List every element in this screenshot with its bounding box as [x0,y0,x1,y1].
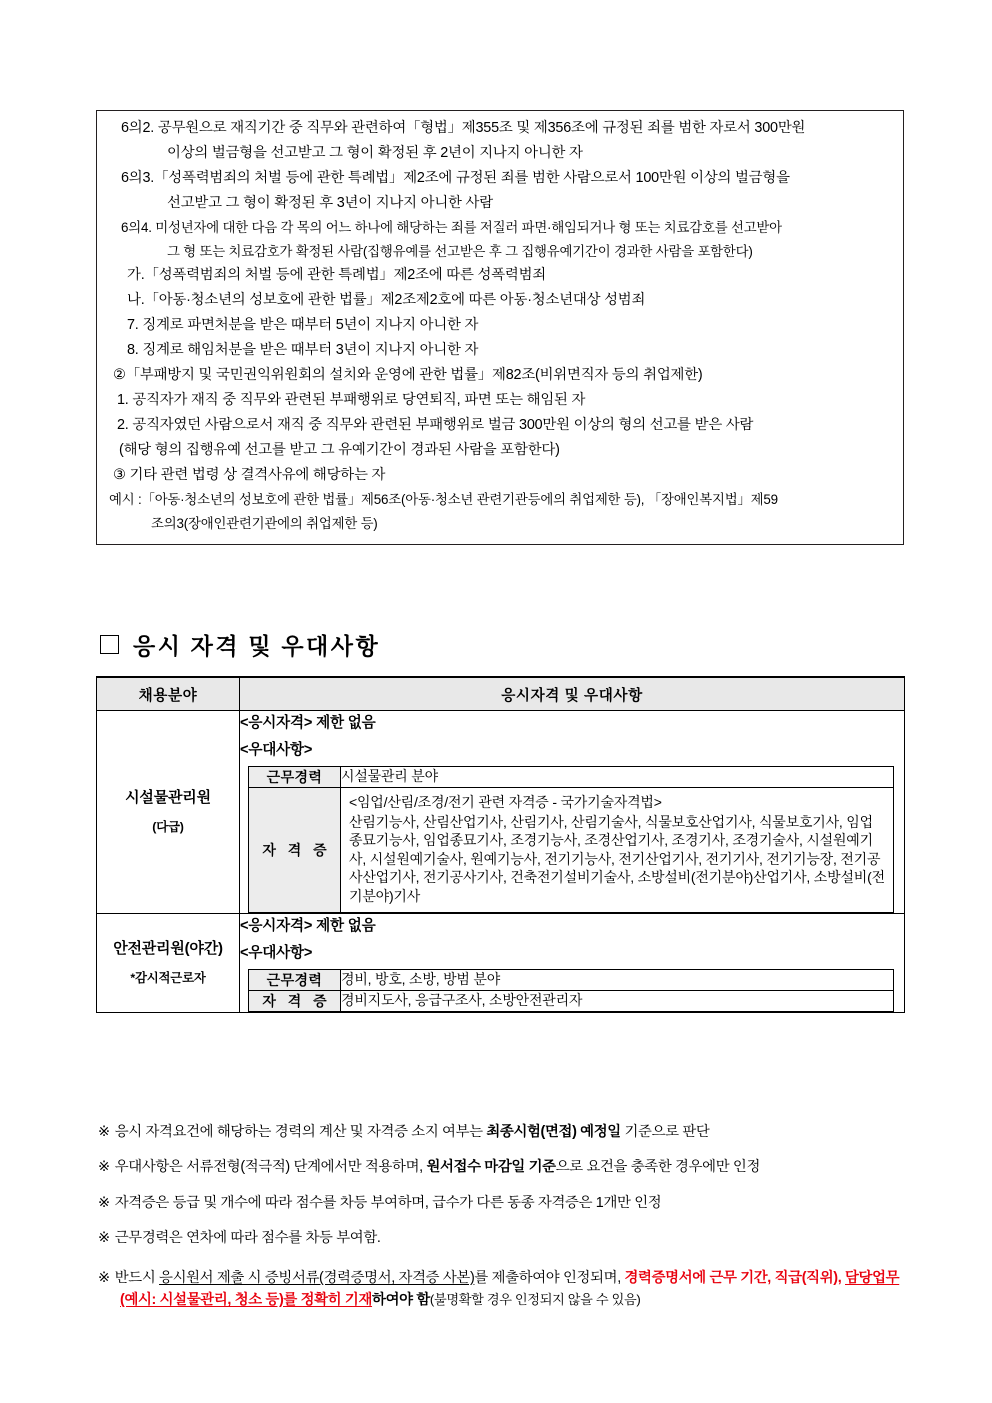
note-text-part: 를 제출하여야 인정되며, [474,1269,625,1286]
note-text-bold: 하여야 함 [372,1291,430,1308]
note-text-part: 우대사항은 서류전형(적극적) 단계에서만 적용하며, [114,1159,427,1176]
preference-label-certificate: 자 격 증 [249,990,341,1011]
dq-line: ②「부패방지 및 국민권익위원회의 설치와 운영에 관한 법률」제82조(비위면직자 등의 취업제한) [113,367,703,384]
note-marker-icon: ※ [98,1159,110,1176]
table-row [97,711,905,914]
note-item [98,1196,910,1210]
dq-line: 6의3.「성폭력범죄의 처벌 등에 관한 특례법」제2조에 규정된 죄를 범한 사람으로서 100만원 이상의 벌금형을 [121,169,790,186]
field-name-cell [97,711,240,914]
qualification-table [96,676,905,1013]
preference-value-certificate [341,788,894,913]
preference-label: <우대사항> [240,944,313,961]
table-header-row [97,677,905,711]
dq-line: 그 형 또는 치료감호가 확정된 사람(집행유예를 선고받은 후 그 집행유예기간이 경과한 사람을 포함한다) [167,243,753,259]
note-text-part: 근무경력은 연차에 따라 점수를 차등 부여함. [114,1230,381,1247]
dq-line: 7. 징계로 파면처분을 받은 때부터 5년이 지나지 아니한 자 [127,317,479,334]
notes-list [98,1125,910,1311]
dq-line: 2. 공직자였던 사람으로서 재직 중 직무와 관련된 부패행위로 벌금 300만원 이상의 형의 선고를 받은 사람 [117,416,754,433]
column-header-field: 채용분야 [97,677,240,711]
certificate-category: <임업/산림/조경/전기 관련 자격증 - 국가기술자격법> [349,794,662,810]
eligibility-line [240,914,904,935]
note-text-part: 최종시험(면접) 예정일 [486,1124,621,1140]
eligibility-line [240,711,904,732]
dq-line: 선고받고 그 형이 확정된 후 3년이 지나지 아니한 사람 [167,194,493,211]
field-name-cell [97,913,240,1012]
dq-line: 나.「아동·청소년의 성보호에 관한 법률」제2조제2호에 따른 아동·청소년대상 성범죄 [127,292,646,309]
dq-line: 이상의 벌금형을 선고받고 그 형이 확정된 후 2년이 지나지 아니한 자 [167,144,583,161]
dq-line: 가.「성폭력범죄의 처벌 등에 관한 특례법」제2조에 따른 성폭력범죄 [127,267,547,284]
dq-line: (해당 형의 집행유예 선고를 받고 그 유예기간이 경과된 사람을 포함한다) [119,441,560,458]
note-text-part: 으로 요건을 충족한 경우에만 인정 [555,1159,761,1176]
note-marker-icon: ※ [98,1230,110,1247]
note-item-emphasis [98,1267,910,1312]
preference-value-certificate: 경비지도사, 응급구조사, 소방안전관리자 [341,990,894,1011]
note-text-red: 경력증명서에 근무 기간, 직급(직위), [624,1269,845,1286]
note-text-part: 기준으로 판단 [620,1124,710,1140]
preference-detail-table [248,969,894,1012]
eligibility-label: <응시자격> [240,715,313,731]
preference-detail-table [248,766,894,913]
field-name: 안전관리원(야간) [113,939,223,957]
note-marker-icon: ※ [98,1194,110,1211]
note-item [98,1231,910,1245]
note-text-small: (불명확할 경우 인정되지 않을 수 있음) [429,1291,641,1307]
preference-label-certificate: 자 격 증 [249,788,341,913]
note-text-red-underline: 담당업무(예시: 시설물관리, 청소 등)를 정확히 기재 [120,1269,900,1308]
note-text-underline: 응시원서 제출 시 증빙서류(경력증명서, 자격증 사본) [159,1269,475,1286]
qualification-content-cell [240,913,905,1012]
qualification-content-cell [240,711,905,914]
square-marker-icon [100,635,119,654]
eligibility-value: 제한 없음 [316,715,376,731]
dq-line: ③ 기타 관련 법령 상 결격사유에 해당하는 자 [113,466,386,483]
note-marker-icon: ※ [98,1269,110,1286]
preference-row [249,788,894,913]
field-name: 시설물관리원 [125,788,211,806]
dq-line: 6의2. 공무원으로 재직기간 중 직무와 관련하여「형법」제355조 및 제356조에 규정된 죄를 범한 자로서 300만원 [121,120,806,136]
dq-line: 6의4. 미성년자에 대한 다음 각 목의 어느 하나에 해당하는 죄를 저질러 파면·해임되거나 형 또는 치료감호를 선고받아 [121,219,782,235]
preference-row [249,990,894,1011]
disqualification-criteria-box [96,110,904,545]
column-header-qualification: 응시자격 및 우대사항 [240,677,905,711]
field-note: *감시적근로자 [130,970,206,985]
dq-line: 조의3(장애인관련기관에의 취업제한 등) [151,515,378,531]
note-text-part: 자격증은 등급 및 개수에 따라 점수를 차등 부여하며, 급수가 다른 동종 자격증은 1개만 인정 [114,1194,662,1211]
dq-line: 1. 공직자가 재직 중 직무와 관련된 부패행위로 당연퇴직, 파면 또는 해임된 자 [117,391,586,408]
field-grade: (다급) [152,820,184,835]
dq-line: 예시 :「아동·청소년의 성보호에 관한 법률」제56조(아동·청소년 관련기관등에의 취업제한 등), 「장애인복지법」제59 [109,491,778,507]
preference-label: <우대사항> [240,742,313,758]
eligibility-label: <응시자격> [240,917,313,934]
preference-value-experience: 시설물관리 분야 [341,767,894,788]
dq-line: 8. 징계로 해임처분을 받은 때부터 3년이 지나지 아니한 자 [127,342,479,359]
note-item [98,1160,910,1174]
note-text-part: 반드시 [114,1269,160,1286]
section-title: 응시 자격 및 우대사항 [133,634,381,659]
section-heading [100,628,380,661]
preference-row [249,767,894,788]
certificate-list: 산림기능사, 산림산업기사, 산림기사, 산림기술사, 식물보호산업기사, 식물보호기사, 임업종묘기능사, 임업종묘기사, 조경기능사, 조경산업기사, 조경기사, 조경기술사, 시설원예기사, 시설원예기술사, 원예기능사, 전기기능사, 전기산업기사, 전기기사, 전기기능장, 전기공사산업기사, 전기공사기사, 건축전기설비기술사, 소방설비(전기분야)산업기사, 소방설비(전기분야)기사 [349,813,885,905]
note-item [98,1125,910,1139]
preference-label-experience: 근무경력 [249,969,341,990]
note-text-part: 원서접수 마감일 기준 [426,1159,556,1176]
table-row [97,913,905,1012]
preference-label-experience: 근무경력 [249,767,341,788]
preference-value-experience: 경비, 방호, 소방, 방범 분야 [341,969,894,990]
note-marker-icon: ※ [98,1124,110,1140]
eligibility-value: 제한 없음 [316,917,376,934]
preference-row [249,969,894,990]
note-text-part: 응시 자격요건에 해당하는 경력의 계산 및 자격증 소지 여부는 [114,1124,487,1140]
